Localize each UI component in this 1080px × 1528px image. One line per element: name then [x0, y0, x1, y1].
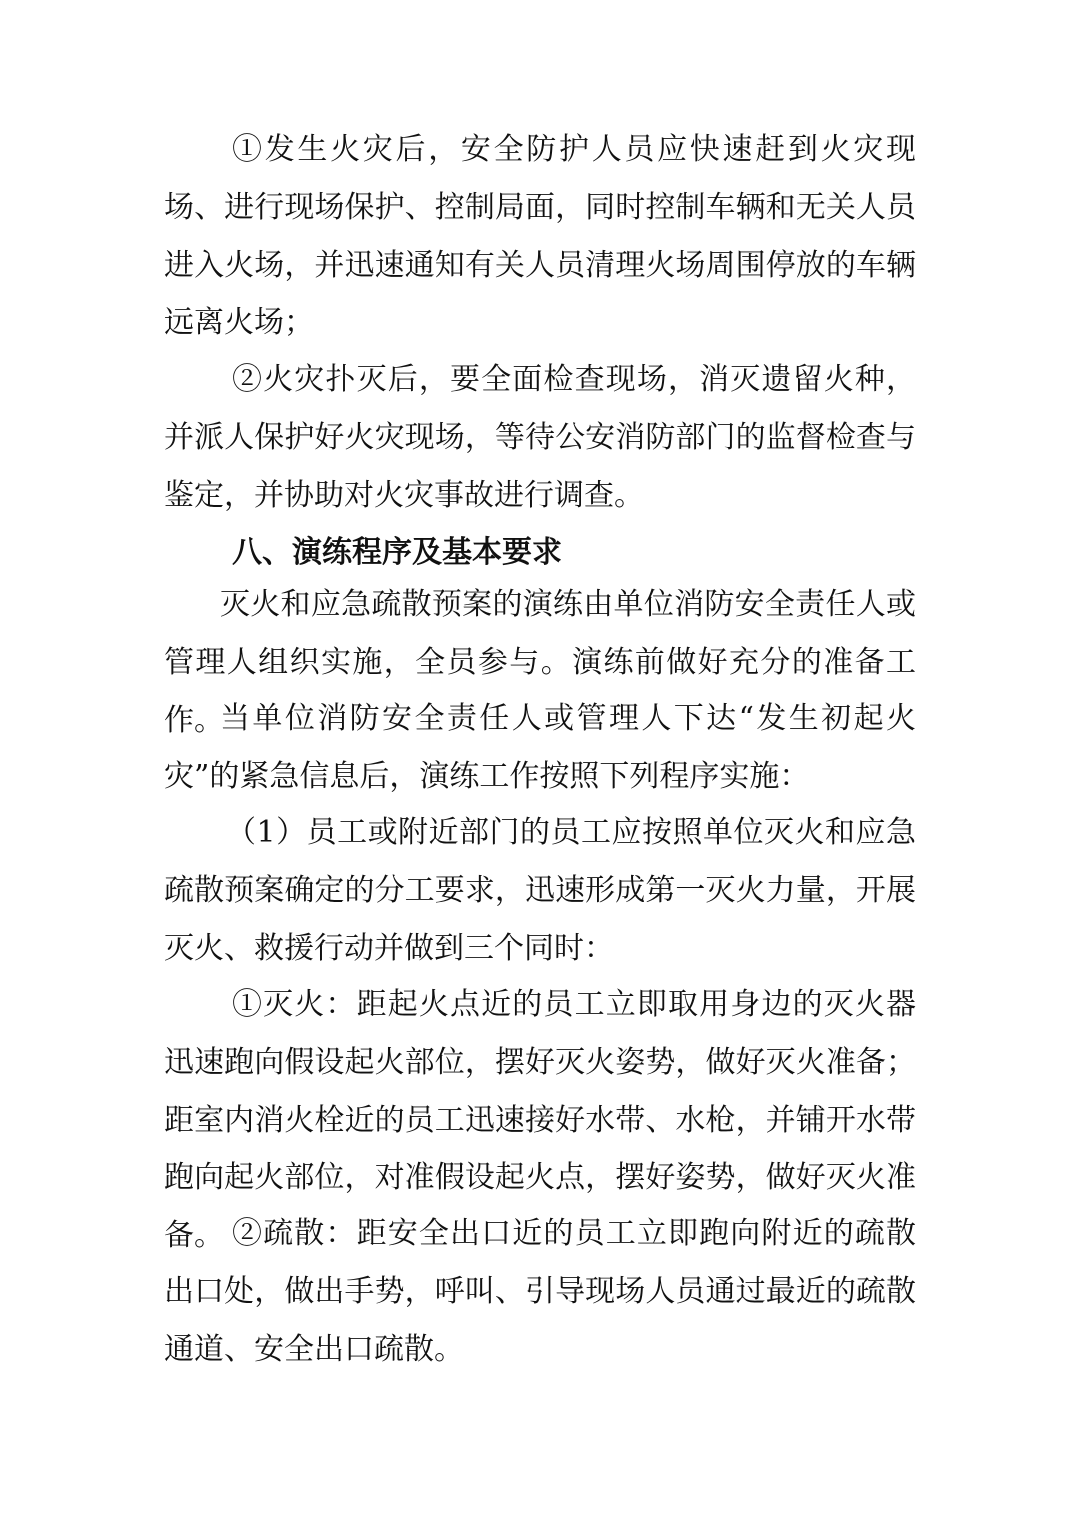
paragraph-drill-intro: 灭火和应急疏散预案的演练由单位消防安全责任人或管理人组织实施，全员参与。演练前做好充分的准备工作。 [164, 587, 916, 738]
paragraph-extinguish: ①灭火：距起火点近的员工立即取用身边的灭火器迅速跑向假设起火部位，摆好灭火姿势，做好灭火准备；距室内消火栓近的员工迅速接好水带、水枪，并铺开水带跑向起火部位，对准假设起火点，摆好姿势，做好灭火准备。 [164, 987, 916, 1254]
paragraph-fire-response: ①发生火灾后，安全防护人员应快速赶到火灾现场、进行现场保护、控制局面，同时控制车辆和无关人员进入火场，并迅速通知有关人员清理火场周围停放的车辆远离火场； [164, 132, 916, 341]
paragraph-evacuate: ②疏散：距安全出口近的员工立即跑向附近的疏散出口处，做出手势，呼叫、引导现场人员通过最近的疏散通道、安全出口疏散。 [164, 1216, 916, 1367]
paragraph-drill-trigger: 当单位消防安全责任人或管理人下达“发生初起火灾”的紧急信息后，演练工作按照下列程序实施： [164, 701, 916, 794]
section-heading: 八、演练程序及基本要求 [232, 535, 562, 570]
paragraph-after-extinguish: ②火灾扑灭后，要全面检查现场，消灭遗留火种，并派人保护好火灾现场，等待公安消防部门的监督检查与鉴定，并协助对火灾事故进行调查。 [164, 362, 916, 513]
paragraph-step-1: （1）员工或附近部门的员工应按照单位灭火和应急疏散预案确定的分工要求，迅速形成第一灭火力量，开展灭火、救援行动并做到三个同时： [164, 815, 916, 966]
